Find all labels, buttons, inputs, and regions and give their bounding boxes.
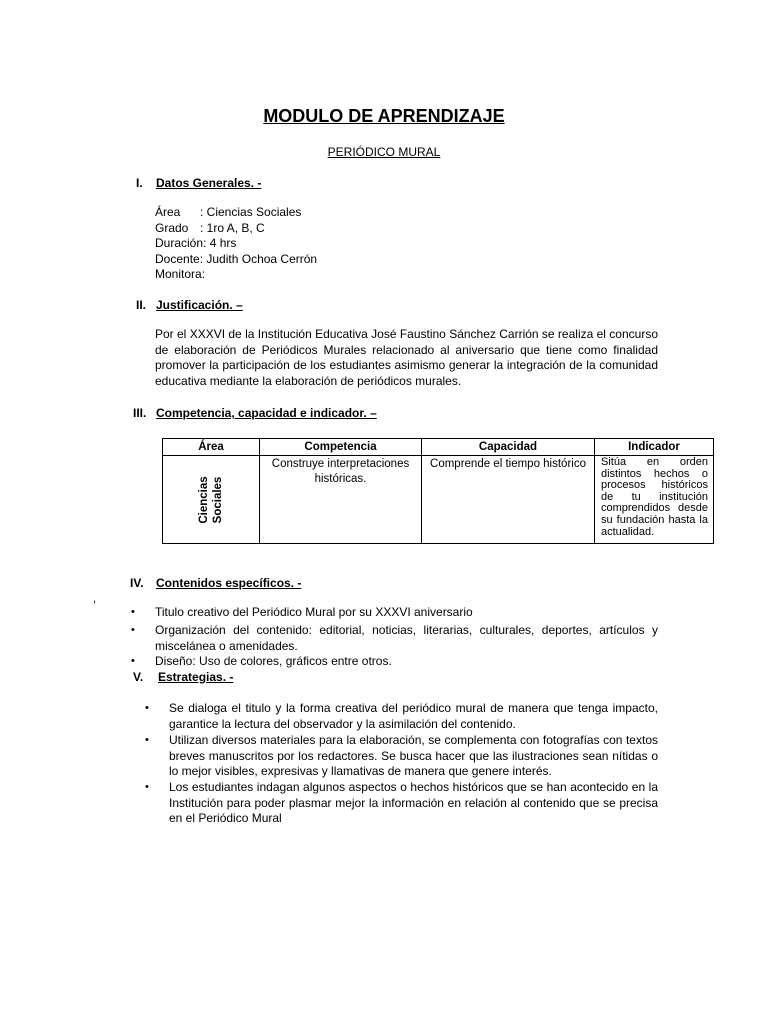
section-4-heading (130, 576, 301, 590)
bullet-icon: • (145, 781, 149, 793)
document-subtitle: PERIÓDICO MURAL (327, 145, 441, 159)
list-item: Utilizan diversos materiales para la elaboración, se complementa con fotografías con textos breves manuscritos por los redactores. Se busca hacer que las ilustraciones sean nítidas o lo mejor visibles, expresivas y llamativas de manera que genere interés. (169, 733, 658, 778)
bullet-icon: • (131, 624, 135, 636)
competency-table (162, 438, 714, 544)
stray-mark: , (93, 593, 97, 605)
section-2-title: Justificación. – (156, 298, 243, 312)
list-item: Organización del contenido: editorial, noticias, literarias, culturales, deportes, artículos y miscelánea o amenidades. (155, 623, 658, 653)
header-indicador: Indicador (595, 439, 714, 456)
section-1-heading (136, 176, 261, 190)
table-header-row (163, 439, 714, 456)
list-item: Titulo creativo del Periódico Mural por su XXXVI aniversario (155, 605, 473, 619)
list-item: Los estudiantes indagan algunos aspectos o hechos históricos que se han acontecido en la Institución para poder plasmar mejor la información en relación al contenido que se precisa en el Periódico Mural (169, 780, 658, 825)
document-title: MODULO DE APRENDIZAJE (263, 106, 505, 126)
section-2-number: II. (136, 298, 147, 312)
section-4-title: Contenidos específicos. - (156, 576, 302, 590)
indicador-cell: Sitúa en orden distintos hechos o procesos históricos de tu institución comprendidos desde su fundación hasta la actualidad. (595, 456, 714, 544)
section-5-title: Estrategias. - (158, 670, 234, 684)
area-value: Ciencias Sociales (198, 475, 224, 524)
general-data-list (155, 205, 317, 283)
competencia-cell: Construye interpretaciones históricas. (260, 456, 422, 544)
section-1-title: Datos Generales. - (156, 176, 262, 190)
header-capacidad: Capacidad (422, 439, 595, 456)
data-row-monitor: Monitora: (155, 267, 206, 281)
data-row-area: Área : Ciencias Sociales (155, 205, 302, 219)
section-2-heading (136, 298, 243, 312)
section-3-heading (133, 406, 377, 420)
table-row (163, 456, 714, 544)
capacidad-cell: Comprende el tiempo histórico (422, 456, 595, 544)
section-1-number: I. (136, 176, 143, 190)
bullet-icon: • (145, 702, 149, 714)
section-3-number: III. (133, 406, 147, 420)
section-5-number: V. (133, 670, 144, 684)
data-row-teacher: Docente: Judith Ochoa Cerrón (155, 251, 318, 266)
section-5-heading (133, 670, 233, 684)
list-item: Diseño: Uso de colores, gráficos entre otros. (155, 654, 392, 668)
section-4-number: IV. (130, 576, 144, 590)
header-area: Área (163, 439, 260, 456)
area-cell (163, 456, 260, 544)
bullet-icon: • (145, 734, 149, 746)
bullet-icon: • (131, 606, 135, 618)
list-item: Se dialoga el titulo y la forma creativa del periódico mural de manera que tenga impacto, garantice la lectura del observador y la asimilación del contenido. (169, 701, 658, 731)
header-competencia: Competencia (260, 439, 422, 456)
justification-paragraph: Por el XXXVI de la Institución Educativa José Faustino Sánchez Carrión se realiza el concurso de elaboración de Periódicos Murales relacionado al aniversario que tiene como finalidad promover la participación de los estudiantes asimismo generar la integración de la comunidad educativa mediante la elaboración de periódicos murales. (155, 327, 658, 388)
bullet-icon: • (131, 655, 135, 667)
section-3-title: Competencia, capacidad e indicador. – (156, 406, 377, 420)
data-row-grade: Grado : 1ro A, B, C (155, 220, 265, 235)
data-row-duration: Duración: 4 hrs (155, 236, 237, 250)
